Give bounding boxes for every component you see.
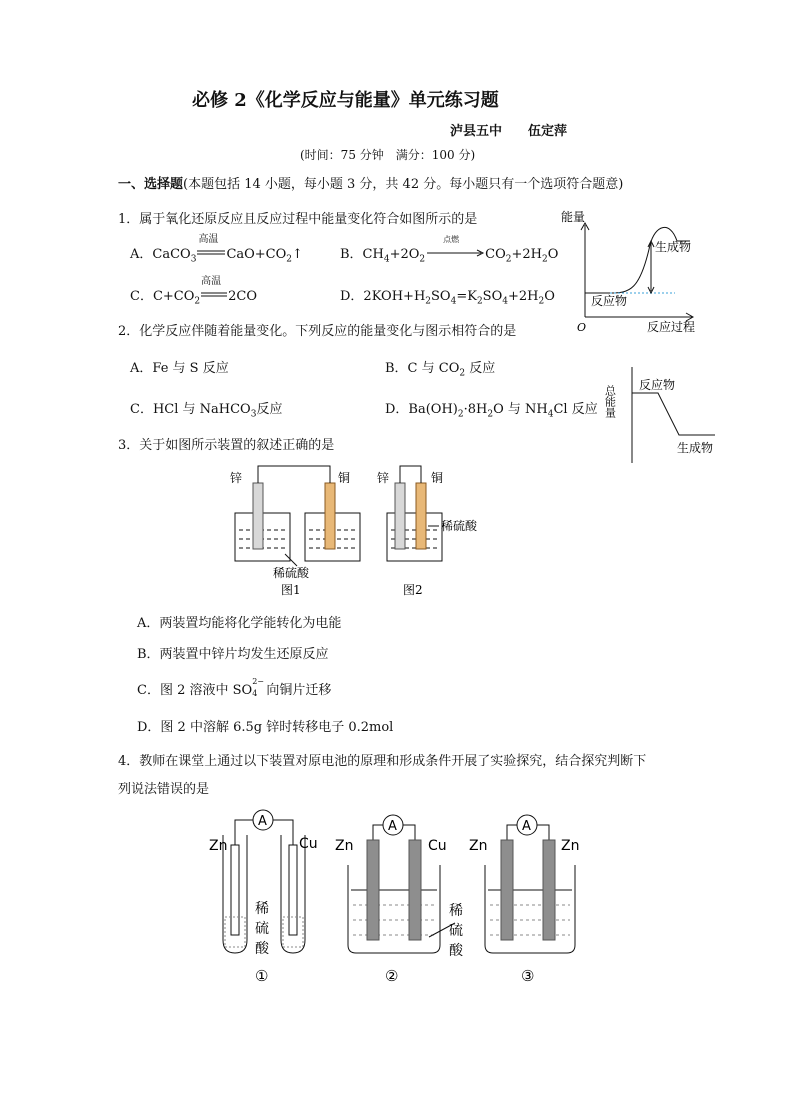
label-acid-2: 硫 bbox=[255, 921, 269, 937]
section-note: (本题包括 14 小题，每小题 3 分，共 42 分。每小题只有一个选项符合题意) bbox=[183, 177, 624, 192]
q2-d-mid2: O 与 NH bbox=[493, 402, 548, 417]
author-line: 泸县五中 伍定萍 bbox=[450, 124, 568, 139]
energy-curve bbox=[632, 393, 715, 435]
q1-b-rest: CO bbox=[485, 247, 506, 262]
ammeter-label: A bbox=[522, 819, 531, 834]
label-zn: Zn bbox=[469, 838, 488, 854]
q2-b-post: 反应 bbox=[465, 361, 496, 376]
label-copper: 铜 bbox=[431, 471, 444, 485]
wire bbox=[258, 466, 330, 483]
zinc-electrode bbox=[253, 483, 263, 549]
q1-stem: 1．属于氧化还原反应且反应过程中能量变化符合如图所示的是 bbox=[118, 212, 478, 227]
wire bbox=[400, 466, 421, 483]
q1-b-end: O bbox=[547, 247, 559, 262]
q1-d-mid2: =K bbox=[456, 289, 477, 304]
q2-option-c: C．HCl 与 NaHCO$_3$反应 bbox=[130, 402, 283, 420]
q2-d-post: Cl 反应 bbox=[553, 402, 598, 417]
label-fig-1: ① bbox=[255, 967, 269, 985]
q3-option-a: A．两装置均能将化学能转化为电能 bbox=[137, 616, 342, 631]
q2-energy-diagram bbox=[605, 365, 735, 465]
fig1-beakers bbox=[230, 466, 360, 597]
q1-c-rest: 2CO bbox=[228, 289, 258, 304]
label-zn: Zn bbox=[561, 838, 580, 854]
label-fig-3: ③ bbox=[521, 967, 535, 985]
label-zn: Zn bbox=[335, 838, 354, 854]
q1-energy-diagram bbox=[555, 205, 705, 335]
q3-option-b: B．两装置中锌片均发生还原反应 bbox=[137, 647, 329, 662]
q2-c-post: 反应 bbox=[256, 402, 283, 417]
q2-d-mid: ·8H bbox=[463, 402, 488, 417]
q1-option-a: A．CaCO$_3$ 高温 $CaO+CO_2↑$ bbox=[130, 243, 303, 265]
exam-meta: (时间：75 分钟 满分：100 分) bbox=[300, 148, 476, 162]
q1-d-end: +2H bbox=[507, 289, 539, 304]
label-cu: Cu bbox=[428, 838, 447, 854]
ignite-arrow bbox=[425, 235, 485, 258]
q1-option-b: B．$CH_4+2O_2$ 点燃 $CO_2+2H_2O$ bbox=[340, 235, 559, 265]
q3-c-pre: C．图 2 溶液中 SO bbox=[137, 683, 253, 698]
zinc-electrode bbox=[395, 483, 405, 549]
fig2-beaker bbox=[377, 466, 478, 597]
equilibrium-sign bbox=[196, 234, 226, 258]
q1-option-d: D．$2KOH+H_2SO_4=K_2SO_4+2H_2O$ bbox=[340, 289, 555, 307]
label-acid: 稀硫酸 bbox=[441, 519, 478, 533]
apparatus-2-beaker bbox=[335, 815, 464, 985]
cond-high-temp: 高温 bbox=[198, 234, 219, 245]
q4-stem-line2: 列说法错误的是 bbox=[118, 782, 210, 797]
graph-reactant: 反应物 bbox=[639, 378, 676, 392]
q1-a-label: A．CaCO bbox=[130, 247, 191, 262]
q4-stem-line1: 4．教师在课堂上通过以下装置对原电池的原理和形成条件开展了实验探究，结合探究判断下 bbox=[118, 754, 647, 769]
label-cu: Cu bbox=[299, 836, 318, 852]
cond-high-temp: 高温 bbox=[201, 276, 222, 287]
q1-b-label: B．CH bbox=[340, 247, 384, 262]
q3-stem: 3．关于如图所示装置的叙述正确的是 bbox=[118, 438, 335, 453]
q2-option-d: D．$Ba(OH)_2\cdot 8H_2O$ 与 $NH_4Cl$ 反应 bbox=[385, 402, 598, 420]
gas-arrow: ↑ bbox=[292, 247, 303, 262]
label-zinc: 锌 bbox=[377, 471, 390, 485]
section-title: 一、选择题 bbox=[118, 177, 184, 192]
label-copper: 铜 bbox=[338, 471, 351, 485]
q1-c-label: C．C+CO bbox=[130, 289, 195, 304]
ammeter-label: A bbox=[388, 819, 397, 834]
graph-product: 生成物 bbox=[655, 240, 692, 254]
label-acid: 稀硫酸 bbox=[273, 566, 310, 580]
q2-option-a: A．Fe 与 S 反应 bbox=[130, 361, 229, 376]
q2-c-pre: C．HCl 与 NaHCO bbox=[130, 402, 251, 417]
q1-d-mid3: SO bbox=[482, 289, 503, 304]
label-acid-3: 酸 bbox=[255, 941, 269, 957]
cond-ignite: 点燃 bbox=[443, 235, 460, 244]
q3-apparatus-figure bbox=[225, 458, 485, 598]
sulfate-charge: 2− 4 bbox=[252, 677, 264, 698]
graph-ylabel: 能量 bbox=[561, 210, 586, 224]
q3-c-post: 向铜片迁移 bbox=[262, 683, 332, 698]
q2-d-pre: D．Ba(OH) bbox=[385, 402, 458, 417]
q3-option-c bbox=[137, 679, 331, 698]
q1-a-rest: CaO+CO bbox=[226, 247, 287, 262]
q1-b-rest2: +2H bbox=[511, 247, 542, 262]
q2-b-pre: B．C 与 CO bbox=[385, 361, 460, 376]
q1-d-label: D．2KOH+H bbox=[340, 289, 426, 304]
q1-d-end2: O bbox=[544, 289, 555, 304]
q3-option-d: D．图 2 中溶解 6.5g 锌时转移电子 0.2mol bbox=[137, 720, 394, 735]
graph-product: 生成物 bbox=[677, 441, 714, 455]
zinc-electrode bbox=[367, 840, 379, 940]
ammeter-label: A bbox=[258, 814, 267, 829]
section-heading bbox=[118, 173, 623, 192]
copper-electrode bbox=[325, 483, 335, 549]
label-fig2: 图2 bbox=[403, 583, 423, 597]
apparatus-3-beaker bbox=[469, 815, 579, 985]
label-zinc: 锌 bbox=[230, 471, 243, 485]
copper-electrode bbox=[289, 845, 297, 935]
q1-d-mid: SO bbox=[431, 289, 451, 304]
label-acid-2: 硫 bbox=[449, 923, 463, 939]
label-zn: Zn bbox=[209, 838, 228, 854]
q2-stem: 2．化学反应伴随着能量变化。下列反应的能量变化与图示相符合的是 bbox=[118, 324, 517, 339]
graph-reactant: 反应物 bbox=[591, 294, 628, 308]
copper-electrode bbox=[409, 840, 421, 940]
q4-apparatus-figure bbox=[205, 805, 615, 990]
q1-b-mid: +2O bbox=[389, 247, 420, 262]
label-fig1: 图1 bbox=[281, 583, 301, 597]
graph-origin: O bbox=[577, 321, 587, 334]
copper-electrode bbox=[416, 483, 426, 549]
label-fig-2: ② bbox=[385, 967, 399, 985]
q1-option-c: C．$C+CO_2$ 高温 2CO bbox=[130, 285, 257, 307]
apparatus-1-test-tubes bbox=[209, 810, 318, 985]
zinc-electrode bbox=[231, 845, 239, 935]
graph-xlabel: 反应过程 bbox=[647, 320, 696, 334]
q2-option-b: B．C 与 $CO_2$ 反应 bbox=[385, 361, 496, 379]
equilibrium-sign bbox=[200, 276, 228, 300]
label-acid-1: 稀 bbox=[449, 903, 463, 919]
graph-ylabel: 总能量 bbox=[603, 385, 617, 418]
zinc-electrode bbox=[543, 840, 555, 940]
label-acid-3: 酸 bbox=[449, 943, 463, 959]
label-acid-1: 稀 bbox=[255, 901, 269, 917]
zinc-electrode bbox=[501, 840, 513, 940]
page-title: 必修 2《化学反应与能量》单元练习题 bbox=[192, 90, 499, 111]
energy-curve bbox=[585, 227, 690, 293]
